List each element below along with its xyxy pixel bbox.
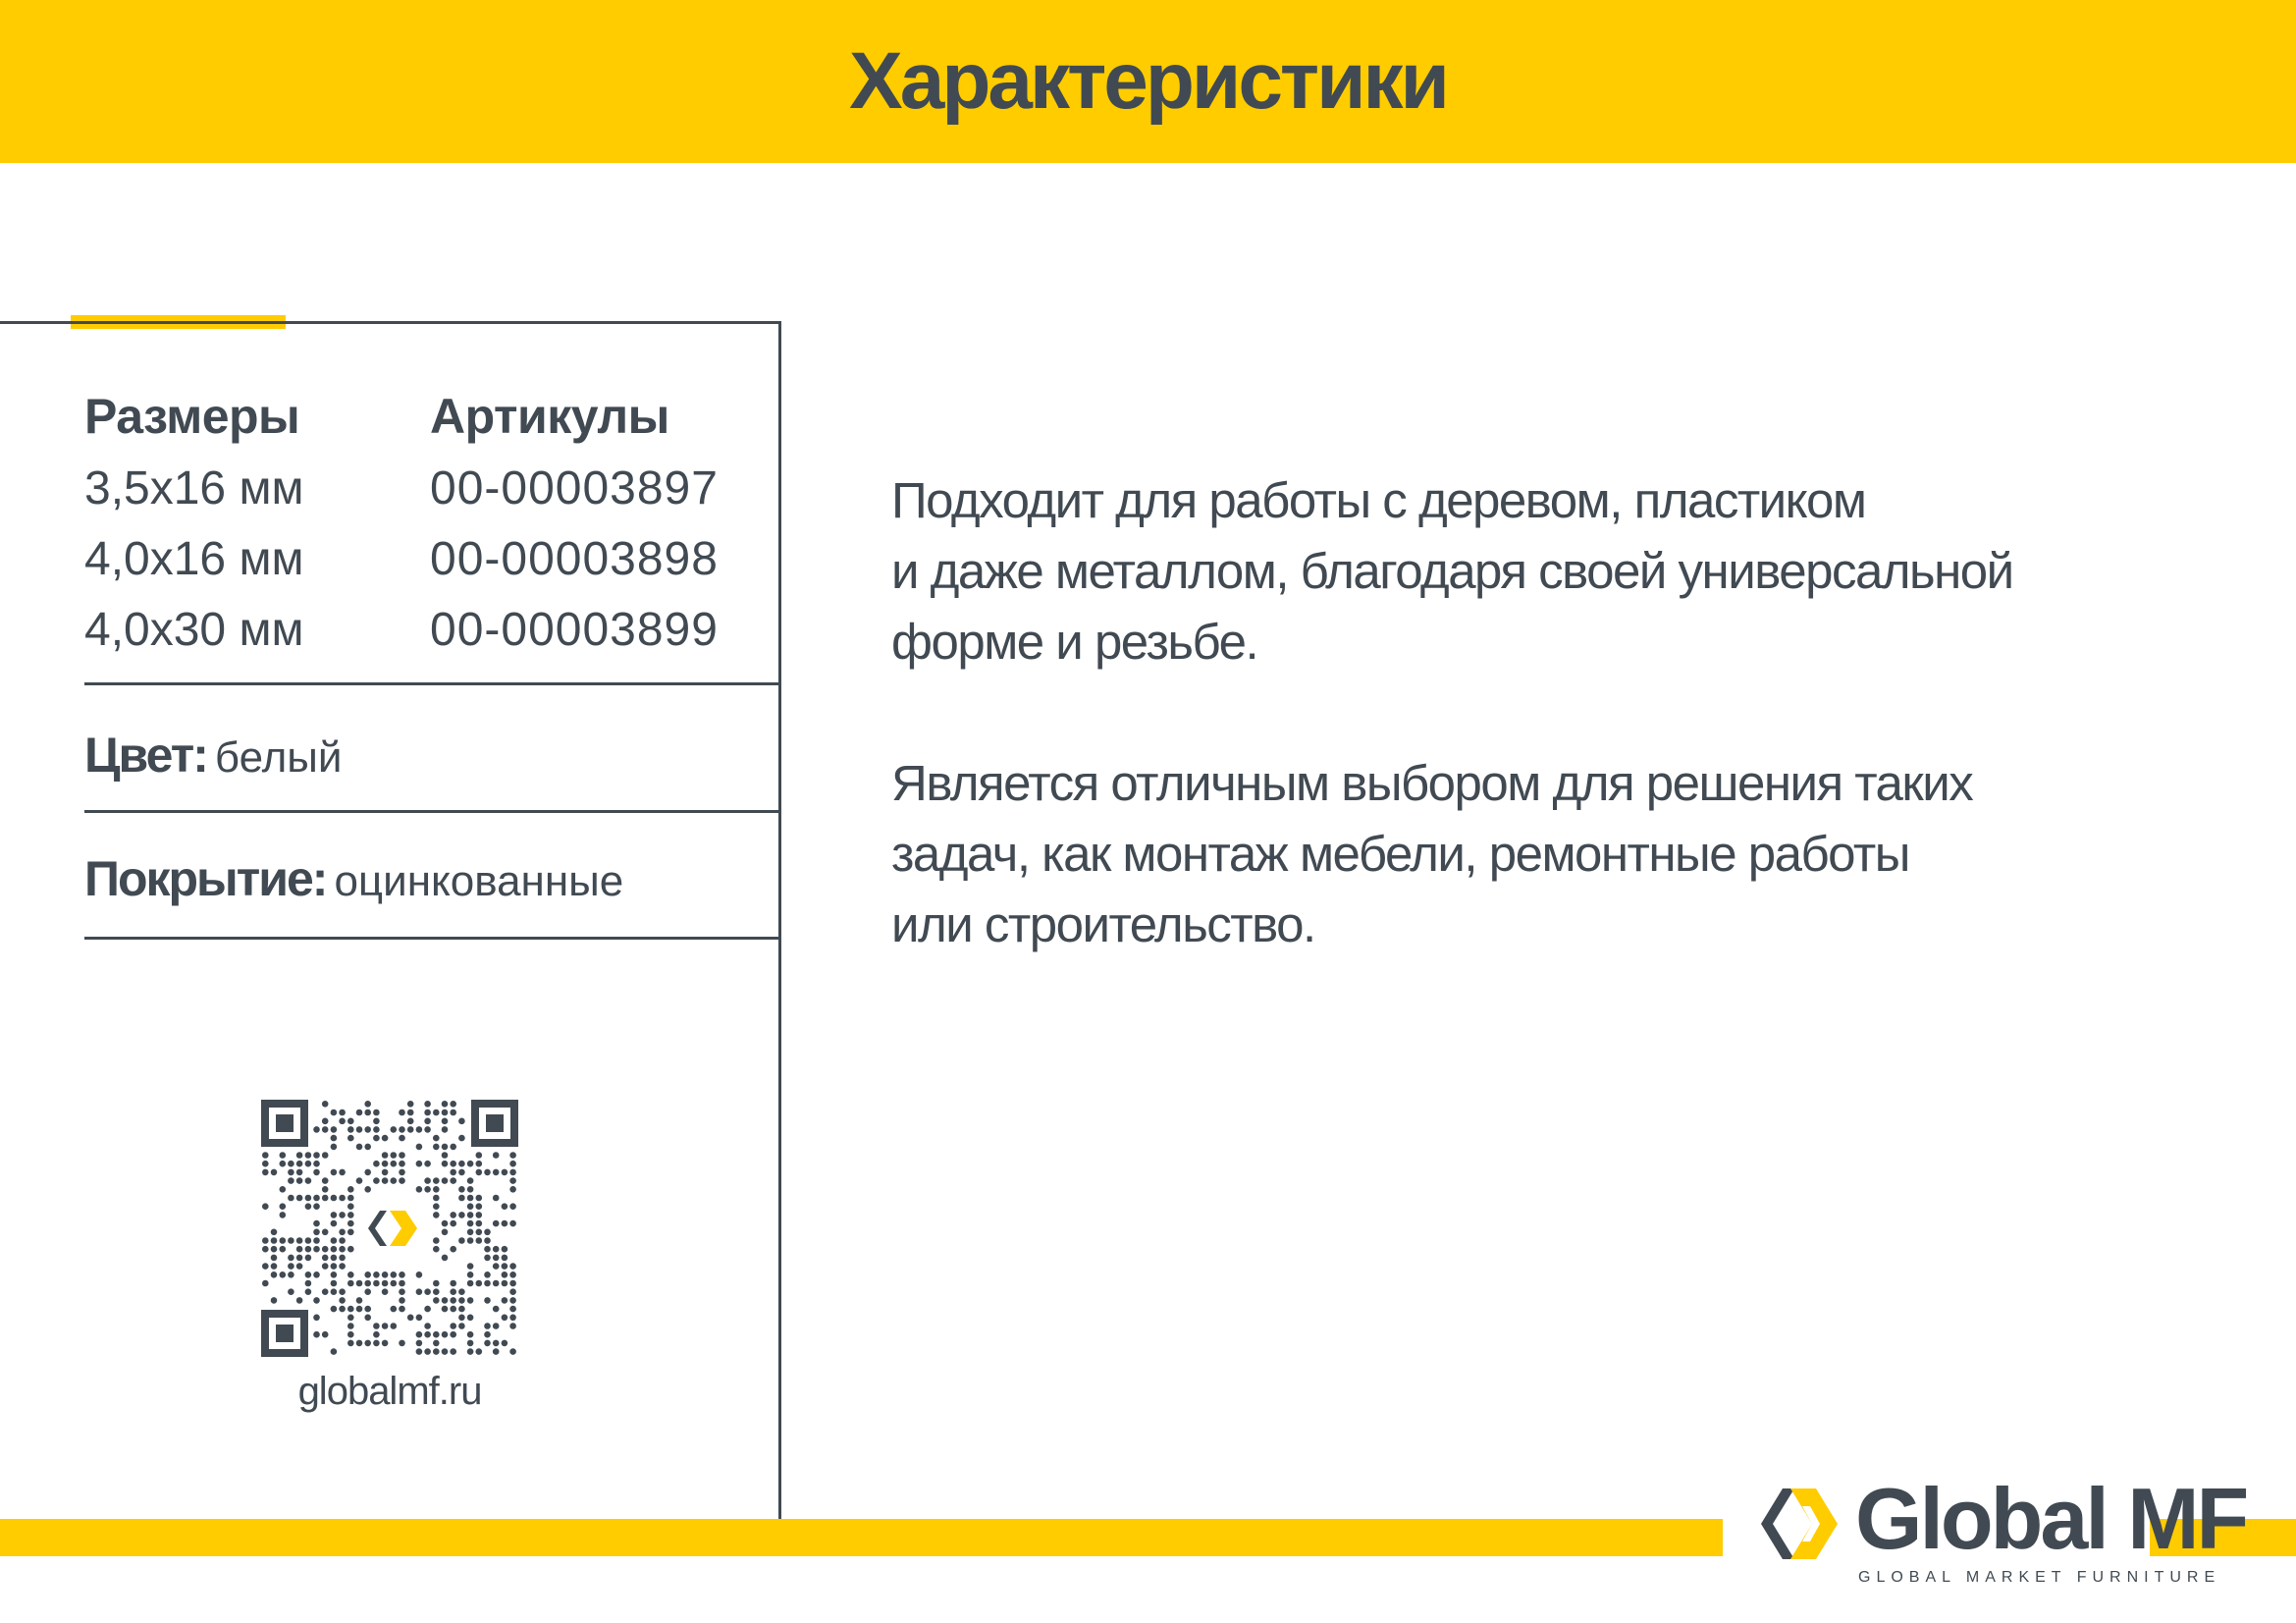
- specs-divider: [84, 682, 778, 685]
- description-line: Является отличным выбором для решения таких: [891, 755, 1973, 811]
- panel-top-border: [0, 321, 781, 324]
- description-line: Подходит для работы с деревом, пластиком: [891, 472, 1866, 528]
- brand-logo-tagline: GLOBAL MARKET FURNITURE: [1858, 1569, 2221, 1586]
- coating-property: [84, 850, 623, 907]
- description-paragraph-1: [891, 465, 2167, 677]
- description-line: задач, как монтаж мебели, ремонтные работы: [891, 826, 1909, 882]
- sizes-heading: Размеры: [84, 389, 300, 444]
- description-paragraph-2: [891, 748, 2167, 960]
- coating-value: оцинкованные: [334, 857, 624, 905]
- coating-label: Покрытие:: [84, 851, 327, 906]
- color-label: Цвет:: [84, 728, 207, 783]
- page-title: Характеристики: [849, 36, 1447, 126]
- size-value: 4,0x16 мм: [84, 533, 304, 585]
- color-divider: [84, 810, 778, 813]
- chevron-logo-icon: [1757, 1488, 1840, 1559]
- article-value: 00-00003898: [430, 533, 719, 585]
- size-value: 4,0x30 мм: [84, 604, 304, 656]
- brand-logo-name: Global MF: [1855, 1470, 2247, 1567]
- articles-heading: Артикулы: [430, 389, 669, 444]
- coating-divider: [84, 937, 778, 940]
- footer-bar-left: [0, 1519, 1723, 1556]
- color-value: белый: [214, 733, 343, 782]
- description-line: или строительство.: [891, 896, 1315, 952]
- description-line: форме и резьбе.: [891, 614, 1258, 670]
- article-value: 00-00003897: [430, 462, 719, 514]
- description-line: и даже металлом, благодаря своей универсальной: [891, 543, 2013, 599]
- website-url[interactable]: globalmf.ru: [297, 1370, 482, 1413]
- size-value: 3,5x16 мм: [84, 462, 304, 514]
- panel-right-border: [778, 321, 781, 1519]
- qr-code[interactable]: [261, 1100, 518, 1357]
- color-property: [84, 727, 342, 784]
- article-value: 00-00003899: [430, 604, 719, 656]
